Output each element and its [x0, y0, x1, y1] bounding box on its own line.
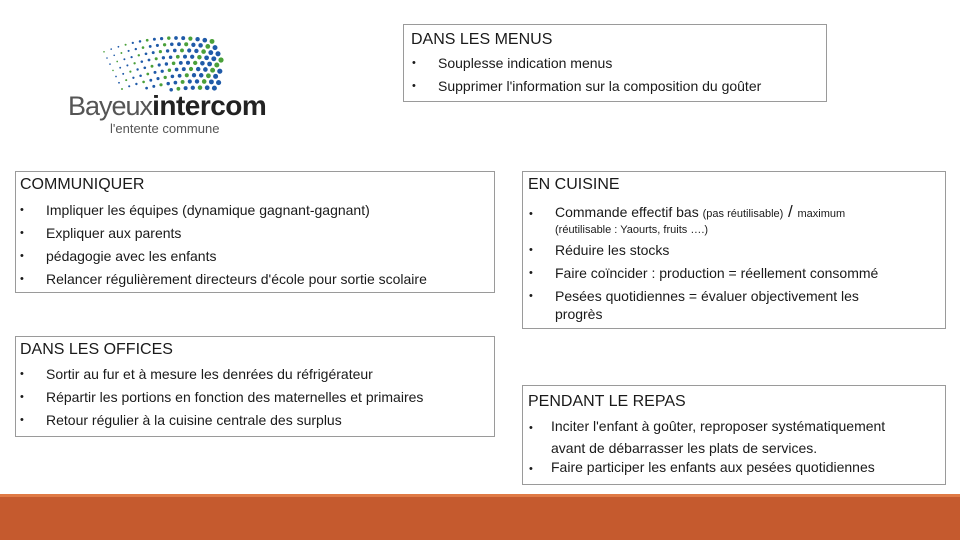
logo-dot	[139, 74, 142, 77]
logo-dot	[166, 82, 169, 85]
logo-dot	[165, 62, 168, 65]
logo-dot	[205, 44, 210, 49]
logo-dot	[182, 67, 186, 71]
logo-dot	[162, 56, 165, 59]
logo-dot	[122, 73, 124, 75]
logo-dot	[191, 43, 195, 47]
logo-dot	[113, 54, 115, 56]
logo-dot	[195, 79, 199, 83]
logo-dot	[167, 36, 170, 39]
logo-dot	[128, 85, 130, 87]
repas-item-inciter: • Inciter l'enfant à goûter, reproposer systématiquement avant de débarrasser les plats de services.	[529, 418, 886, 456]
logo-dot	[193, 61, 197, 65]
logo-dot	[171, 75, 175, 79]
logo-dot	[175, 68, 179, 72]
logo-dot	[109, 63, 111, 65]
logo-brand-right: intercom	[152, 90, 267, 121]
logo-dot	[173, 49, 177, 53]
logo-dot	[130, 56, 132, 58]
logo-dot	[194, 49, 198, 53]
logo-dot	[201, 49, 206, 54]
logo-dot	[112, 70, 114, 72]
logo-dot	[218, 57, 223, 62]
cuisine-list	[529, 239, 878, 308]
logo-dot	[213, 45, 218, 50]
logo-dot	[195, 37, 199, 41]
list-item: • Souplesse indication menus	[412, 52, 761, 75]
repas-title: PENDANT LE REPAS	[528, 393, 686, 410]
logo-dot	[146, 39, 149, 42]
logo-dot	[204, 55, 209, 60]
logo-dot	[183, 55, 187, 59]
logo-dot	[185, 73, 189, 77]
logo-dot	[217, 69, 222, 74]
logo-dot	[125, 44, 127, 46]
logo-dot	[149, 45, 152, 48]
logo-dot	[210, 39, 215, 44]
logo-dot	[180, 48, 184, 52]
logo-dot	[166, 49, 169, 52]
offices-list	[20, 363, 423, 432]
logo-dot	[188, 79, 192, 83]
logo-dot	[142, 46, 145, 49]
offices-title: DANS LES OFFICES	[20, 341, 173, 358]
logo-dot	[151, 65, 154, 68]
logo-dot	[214, 62, 219, 67]
logo-dot	[188, 37, 192, 41]
logo-dot	[156, 77, 159, 80]
logo-dot	[155, 57, 158, 60]
logo-dot	[216, 80, 221, 85]
logo-dot	[161, 70, 164, 73]
list-item: • Retour régulier à la cuisine centrale des surplus	[20, 409, 423, 432]
logo-dot	[207, 62, 212, 67]
menus-list	[412, 52, 761, 98]
logo-dot	[132, 42, 134, 44]
logo-dot	[106, 57, 108, 59]
logo-dot	[186, 61, 190, 65]
logo-dot	[189, 67, 193, 71]
logo-dot	[115, 76, 117, 78]
list-item: • Pesées quotidiennes = évaluer objectivement les	[529, 285, 878, 308]
logo-dot	[133, 62, 135, 64]
logo-dot	[159, 83, 162, 86]
list-item: • Sortir au fur et à mesure les denrées du réfrigérateur	[20, 363, 423, 386]
logo-dot	[116, 61, 118, 63]
logo-dot	[110, 48, 112, 50]
logo-dot	[153, 38, 156, 41]
logo-dot	[126, 64, 128, 66]
communiquer-title: COMMUNIQUER	[20, 176, 145, 193]
logo-dot	[119, 67, 121, 69]
logo-dot	[143, 66, 146, 69]
logo-dot	[154, 71, 157, 74]
list-item: • Supprimer l'information sur la composition du goûter	[412, 75, 761, 98]
logo-dot	[170, 43, 174, 47]
list-item: • pédagogie avec les enfants	[20, 245, 427, 268]
list-item: • Réduire les stocks	[529, 239, 878, 262]
logo-dot	[169, 55, 173, 59]
cuisine-title: EN CUISINE	[528, 176, 620, 193]
logo-dot	[142, 81, 145, 84]
logo-dot	[200, 61, 205, 66]
logo-dot	[198, 43, 203, 48]
logo-dot	[202, 79, 207, 84]
logo-dot	[202, 38, 207, 43]
logo-dot	[174, 36, 178, 40]
list-item: • Répartir les portions en fonction des maternelles et primaires	[20, 386, 423, 409]
logo-dot	[118, 82, 120, 84]
logo-dot	[211, 56, 216, 61]
logo-dot	[159, 50, 162, 53]
logo-dot	[128, 50, 130, 52]
logo-dot	[192, 73, 196, 77]
logo-dot	[181, 36, 185, 40]
logo-dot	[160, 37, 163, 40]
logo-dot	[206, 73, 211, 78]
logo-dot	[135, 48, 137, 50]
list-item: • Impliquer les équipes (dynamique gagnant-gagnant)	[20, 199, 427, 222]
menus-title: DANS LES MENUS	[411, 31, 553, 48]
logo-dot	[181, 80, 185, 84]
logo-dot	[184, 42, 188, 46]
list-item: • Faire coïncider : production = réellement consommé	[529, 262, 878, 285]
logo-dot	[213, 74, 218, 79]
logo-dot	[210, 68, 215, 73]
logo-brand-left: Bayeux	[68, 91, 153, 121]
logo-dot	[168, 68, 171, 71]
cuisine-item-commande: • Commande effectif bas (pas réutilisable) / maximum	[529, 202, 846, 221]
logo-dot	[172, 61, 176, 65]
logo-dot	[156, 44, 159, 47]
logo-dot	[196, 67, 200, 71]
logo-dot	[123, 58, 125, 60]
logo-dot	[163, 43, 166, 46]
logo-dot	[129, 71, 131, 73]
logo-dot	[103, 51, 105, 53]
logo-dot	[149, 79, 152, 82]
logo-dot	[138, 54, 140, 56]
communiquer-list	[20, 199, 427, 291]
list-item: • Relancer régulièrement directeurs d'école pour sortie scolaire	[20, 268, 427, 291]
logo-dot	[118, 46, 120, 48]
logo-dot	[209, 79, 214, 84]
logo-tagline: l'entente commune	[110, 121, 220, 136]
logo-dot	[148, 59, 151, 62]
logo-dot	[146, 73, 149, 76]
logo-dot	[197, 55, 201, 59]
logo-dot	[187, 48, 191, 52]
logo-dot	[177, 42, 181, 46]
cuisine-item-commande-note: (réutilisable : Yaourts, fruits ….)	[555, 224, 709, 236]
logo-dot	[139, 40, 142, 43]
logo-dot	[152, 85, 155, 88]
logo-dot	[141, 60, 144, 63]
logo-dot	[145, 52, 148, 55]
bayeux-intercom-logo	[66, 28, 286, 140]
footer-bar	[0, 497, 960, 540]
logo-dot	[215, 51, 220, 56]
logo-dot	[135, 83, 137, 85]
logo-dot	[136, 68, 138, 70]
logo-dot	[120, 52, 122, 54]
cuisine-item-continuation: progrès	[555, 306, 603, 322]
logo-dot	[199, 73, 204, 78]
logo-dot	[179, 61, 183, 65]
logo-dot	[190, 55, 194, 59]
logo-dot	[152, 51, 155, 54]
logo-dot	[178, 74, 182, 78]
logo-dot	[203, 67, 208, 72]
logo-dot	[164, 76, 167, 79]
logo-dot	[132, 77, 134, 79]
list-item: • Expliquer aux parents	[20, 222, 427, 245]
repas-item-pesees: • Faire participer les enfants aux pesées quotidiennes	[529, 459, 875, 475]
logo-dot	[158, 63, 161, 66]
logo-dot	[208, 50, 213, 55]
logo-dot	[174, 81, 178, 85]
logo-dot	[125, 79, 127, 81]
logo-dot	[176, 55, 180, 59]
